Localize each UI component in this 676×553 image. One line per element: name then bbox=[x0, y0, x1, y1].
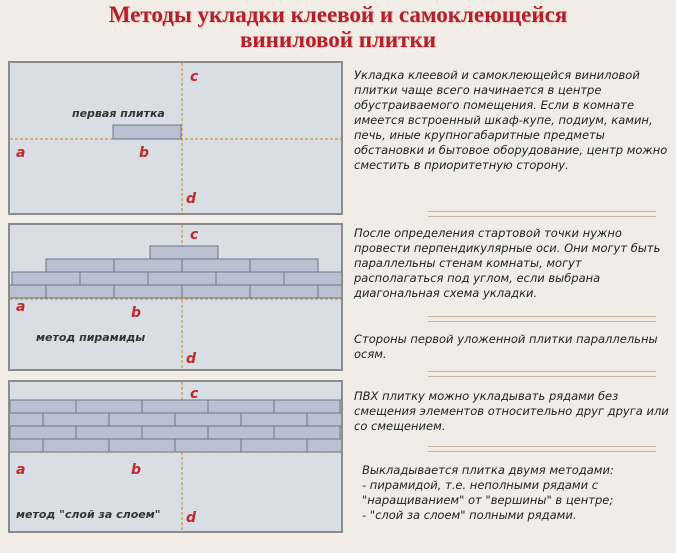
tile bbox=[284, 272, 343, 285]
tile bbox=[250, 259, 318, 272]
tile bbox=[43, 439, 109, 452]
diagram-layer-method bbox=[8, 380, 343, 533]
tile bbox=[208, 426, 274, 439]
text-block-axes: После определения стартовой точки нужно провести перпендикулярные оси. Они могут быть параллельны стенам комнаты, могут располагаться под углом, если выбрана диагональная схема укладки. bbox=[354, 226, 661, 300]
text-block-tile-sides: Стороны первой уложенной плитки параллельны осям. bbox=[354, 332, 658, 361]
methods-item-pyramid: - пирамидой, т.е. неполными рядами с "наращиванием" от "вершины" в центре; bbox=[362, 478, 614, 507]
tile bbox=[175, 413, 241, 426]
tile bbox=[307, 413, 343, 426]
methods-list bbox=[362, 478, 672, 523]
tile bbox=[216, 272, 284, 285]
methods-intro: Выкладывается плитка двумя методами: bbox=[362, 463, 614, 477]
caption-first-tile: первая плитка bbox=[72, 107, 165, 120]
tile bbox=[274, 426, 340, 439]
methods-block bbox=[362, 463, 672, 523]
first-tile-drawing bbox=[10, 63, 343, 215]
text-block-rows: ПВХ плитку можно укладывать рядами без смещения элементов относительно друг друга или со смещением. bbox=[354, 389, 669, 433]
tile bbox=[175, 439, 241, 452]
tile bbox=[10, 413, 43, 426]
diagram-pyramid-method bbox=[8, 223, 343, 371]
tile bbox=[10, 400, 76, 413]
tile bbox=[150, 246, 218, 259]
tile bbox=[274, 400, 340, 413]
divider-4 bbox=[428, 446, 656, 452]
tile bbox=[250, 285, 318, 298]
divider-2 bbox=[428, 316, 656, 322]
tile bbox=[241, 413, 307, 426]
tile bbox=[142, 426, 208, 439]
axis-label-c: c bbox=[190, 386, 199, 402]
axis-label-a: a bbox=[16, 299, 26, 315]
divider-3 bbox=[428, 371, 656, 377]
tile bbox=[10, 285, 46, 298]
tile bbox=[46, 259, 114, 272]
tile bbox=[241, 439, 307, 452]
axis-label-c: c bbox=[190, 227, 199, 243]
tile bbox=[76, 400, 142, 413]
methods-item-layer: - "слой за слоем" полными рядами. bbox=[362, 508, 577, 522]
axis-label-b: b bbox=[131, 305, 142, 321]
page-title bbox=[0, 2, 676, 52]
axis-label-a: a bbox=[16, 462, 26, 478]
axis-label-b: b bbox=[131, 462, 142, 478]
tile bbox=[46, 285, 114, 298]
tile bbox=[307, 439, 343, 452]
caption-pyramid-method: метод пирамиды bbox=[36, 331, 146, 344]
tile bbox=[182, 259, 250, 272]
title-line-1: Методы укладки клеевой и самоклеющейся bbox=[108, 2, 568, 27]
tile bbox=[10, 439, 43, 452]
tile bbox=[182, 285, 250, 298]
tile bbox=[318, 285, 343, 298]
tile bbox=[12, 272, 80, 285]
first-tile bbox=[113, 125, 181, 139]
tile bbox=[80, 272, 148, 285]
axis-label-b: b bbox=[139, 145, 150, 161]
tile bbox=[148, 272, 216, 285]
text-block-center-start: Укладка клеевой и самоклеющейся виниловой плитки чаще всего начинается в центре обустраиваемого помещения. Если в комнате имеется встроенный шкаф-купе, подиум, камин, печь, иные крупногабаритные предметы обстановки и бытовое оборудование, центр можно сместить в приоритетную сторону. bbox=[354, 68, 668, 172]
axis-label-d: d bbox=[186, 351, 197, 367]
axis-label-d: d bbox=[186, 510, 197, 526]
tile bbox=[43, 413, 109, 426]
title-line-2: виниловой плитки bbox=[240, 27, 436, 52]
tile bbox=[10, 426, 76, 439]
diagram-first-tile bbox=[8, 61, 343, 215]
tile bbox=[109, 413, 175, 426]
tile bbox=[76, 426, 142, 439]
axis-label-a: a bbox=[16, 145, 26, 161]
pyramid-drawing bbox=[10, 225, 343, 371]
axis-label-c: c bbox=[190, 69, 199, 85]
tile bbox=[114, 259, 182, 272]
tile bbox=[340, 426, 343, 439]
tile bbox=[109, 439, 175, 452]
caption-layer-method: метод "слой за слоем" bbox=[16, 508, 161, 521]
tile bbox=[114, 285, 182, 298]
divider-1 bbox=[428, 211, 656, 217]
tile bbox=[208, 400, 274, 413]
axis-label-d: d bbox=[186, 191, 197, 207]
tile bbox=[340, 400, 343, 413]
